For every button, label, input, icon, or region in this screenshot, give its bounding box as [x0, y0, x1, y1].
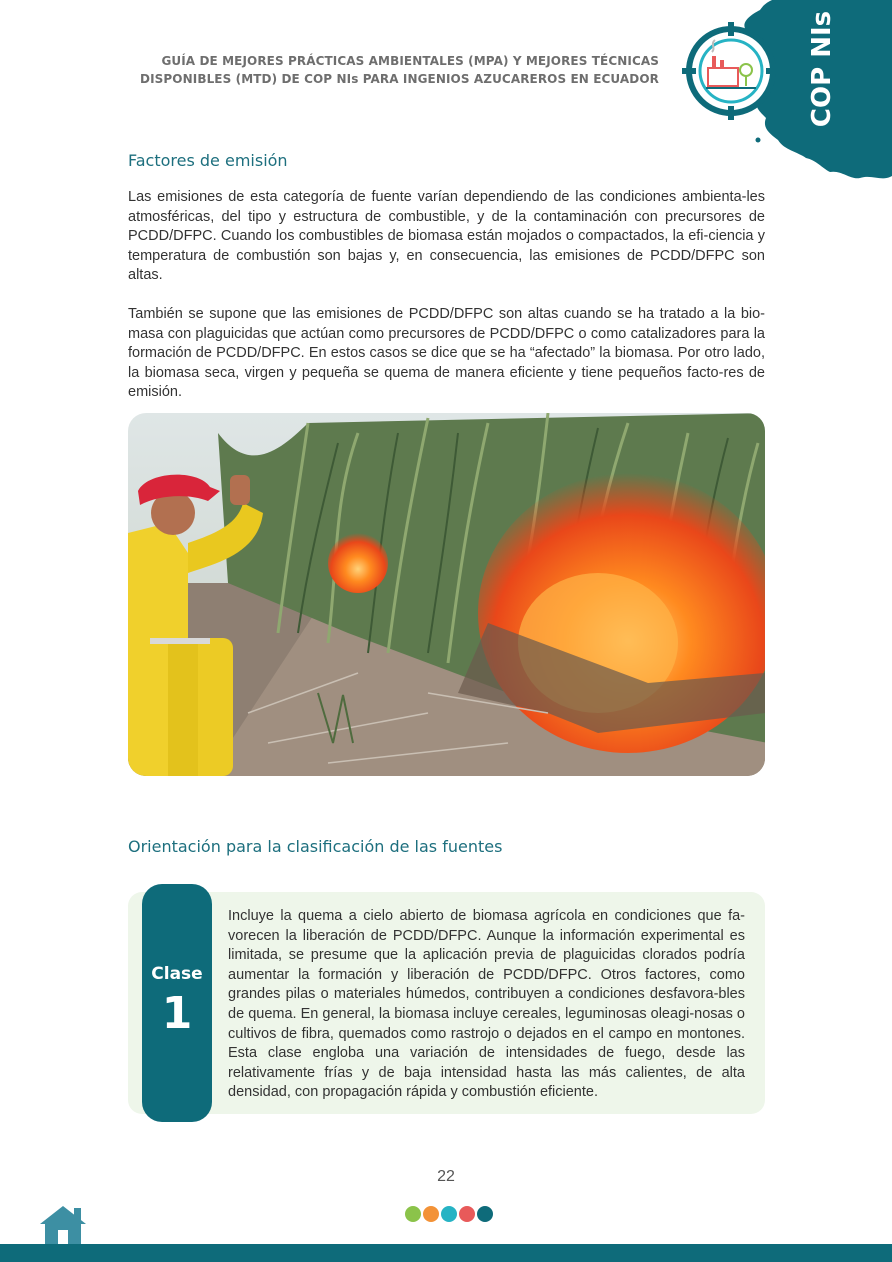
- dot-cyan: [441, 1206, 457, 1222]
- dot-green: [405, 1206, 421, 1222]
- header-line-2: DISPONIBLES (MTD) DE COP NIs PARA INGENIOS AZUCAREROS EN ECUADOR: [140, 72, 659, 86]
- photo-burning-sugarcane: [128, 413, 765, 776]
- class-number: 1: [161, 988, 193, 1039]
- home-icon[interactable]: [38, 1204, 88, 1246]
- color-dots: [405, 1206, 493, 1222]
- paragraph-2: También se supone que las emisiones de PCDD/DFPC son altas cuando se ha tratado a la bio-masa con plaguicidas que actúan como precursores de PCDD/DFPC o como catalizadores para la formación de PCDD/DFPC. En estos casos se dice que se ha “afectado” la biomasa. Por otro lado, la biomasa seca, virgen y pequeña se quema de manera eficiente y tiene pequeños facto-res de emisión.: [128, 306, 765, 400]
- page-number: 22: [437, 1168, 455, 1185]
- brand-text: COP NIs: [807, 10, 838, 128]
- dot-teal: [477, 1206, 493, 1222]
- paragraph-1: Las emisiones de esta categoría de fuente varían dependiendo de las condiciones ambienta-les atmosféricas, del tipo y estructura de combustible, y de la contaminación con precursores de PCDD/DFPC. Cuando los combustibles de biomasa están mojados o compactados, la efi-ciencia y temperatura de combustión son bajas y, en consecuencia, las emisiones de PCDD/DFPC son altas.: [128, 189, 765, 283]
- header-line-1: GUÍA DE MEJORES PRÁCTICAS AMBIENTALES (MPA) Y MEJORES TÉCNICAS: [161, 54, 659, 68]
- class-1-description: Incluye la quema a cielo abierto de biomasa agrícola en condiciones que fa-vorecen la liberación de PCDD/DFPC. Aunque la información experimental es limitada, se presume que la aplicación previa de plaguicidas clorados podría aumentar la formación y liberación de PCDD/DFPC. Otros factores, como grandes pilas o materiales húmedos, contribuyen a condiciones desfavora-bles de quema. En general, la biomasa incluye cereales, leguminosas oleagi-nosas o cultivos de fibra, quemados como rastrojo o dejados en el campo en montones. Esta clase engloba una variación de intensidades de fuego, desde las relativamente frías y de baja intensidad hasta las más calientes, de alta densidad, con propagación rápida y combustión eficiente.: [228, 908, 745, 1101]
- target-factory-icon: [682, 22, 780, 120]
- section-title-emission-factors: Factores de emisión: [128, 151, 288, 170]
- footer-bar: [0, 1244, 892, 1262]
- class-label: Clase: [151, 964, 203, 984]
- brand-label: [790, 10, 854, 128]
- class-tab: [142, 884, 212, 1122]
- section-title-source-classification: Orientación para la clasificación de las fuentes: [128, 837, 503, 856]
- document-header: [140, 52, 659, 88]
- dot-red: [459, 1206, 475, 1222]
- dot-orange: [423, 1206, 439, 1222]
